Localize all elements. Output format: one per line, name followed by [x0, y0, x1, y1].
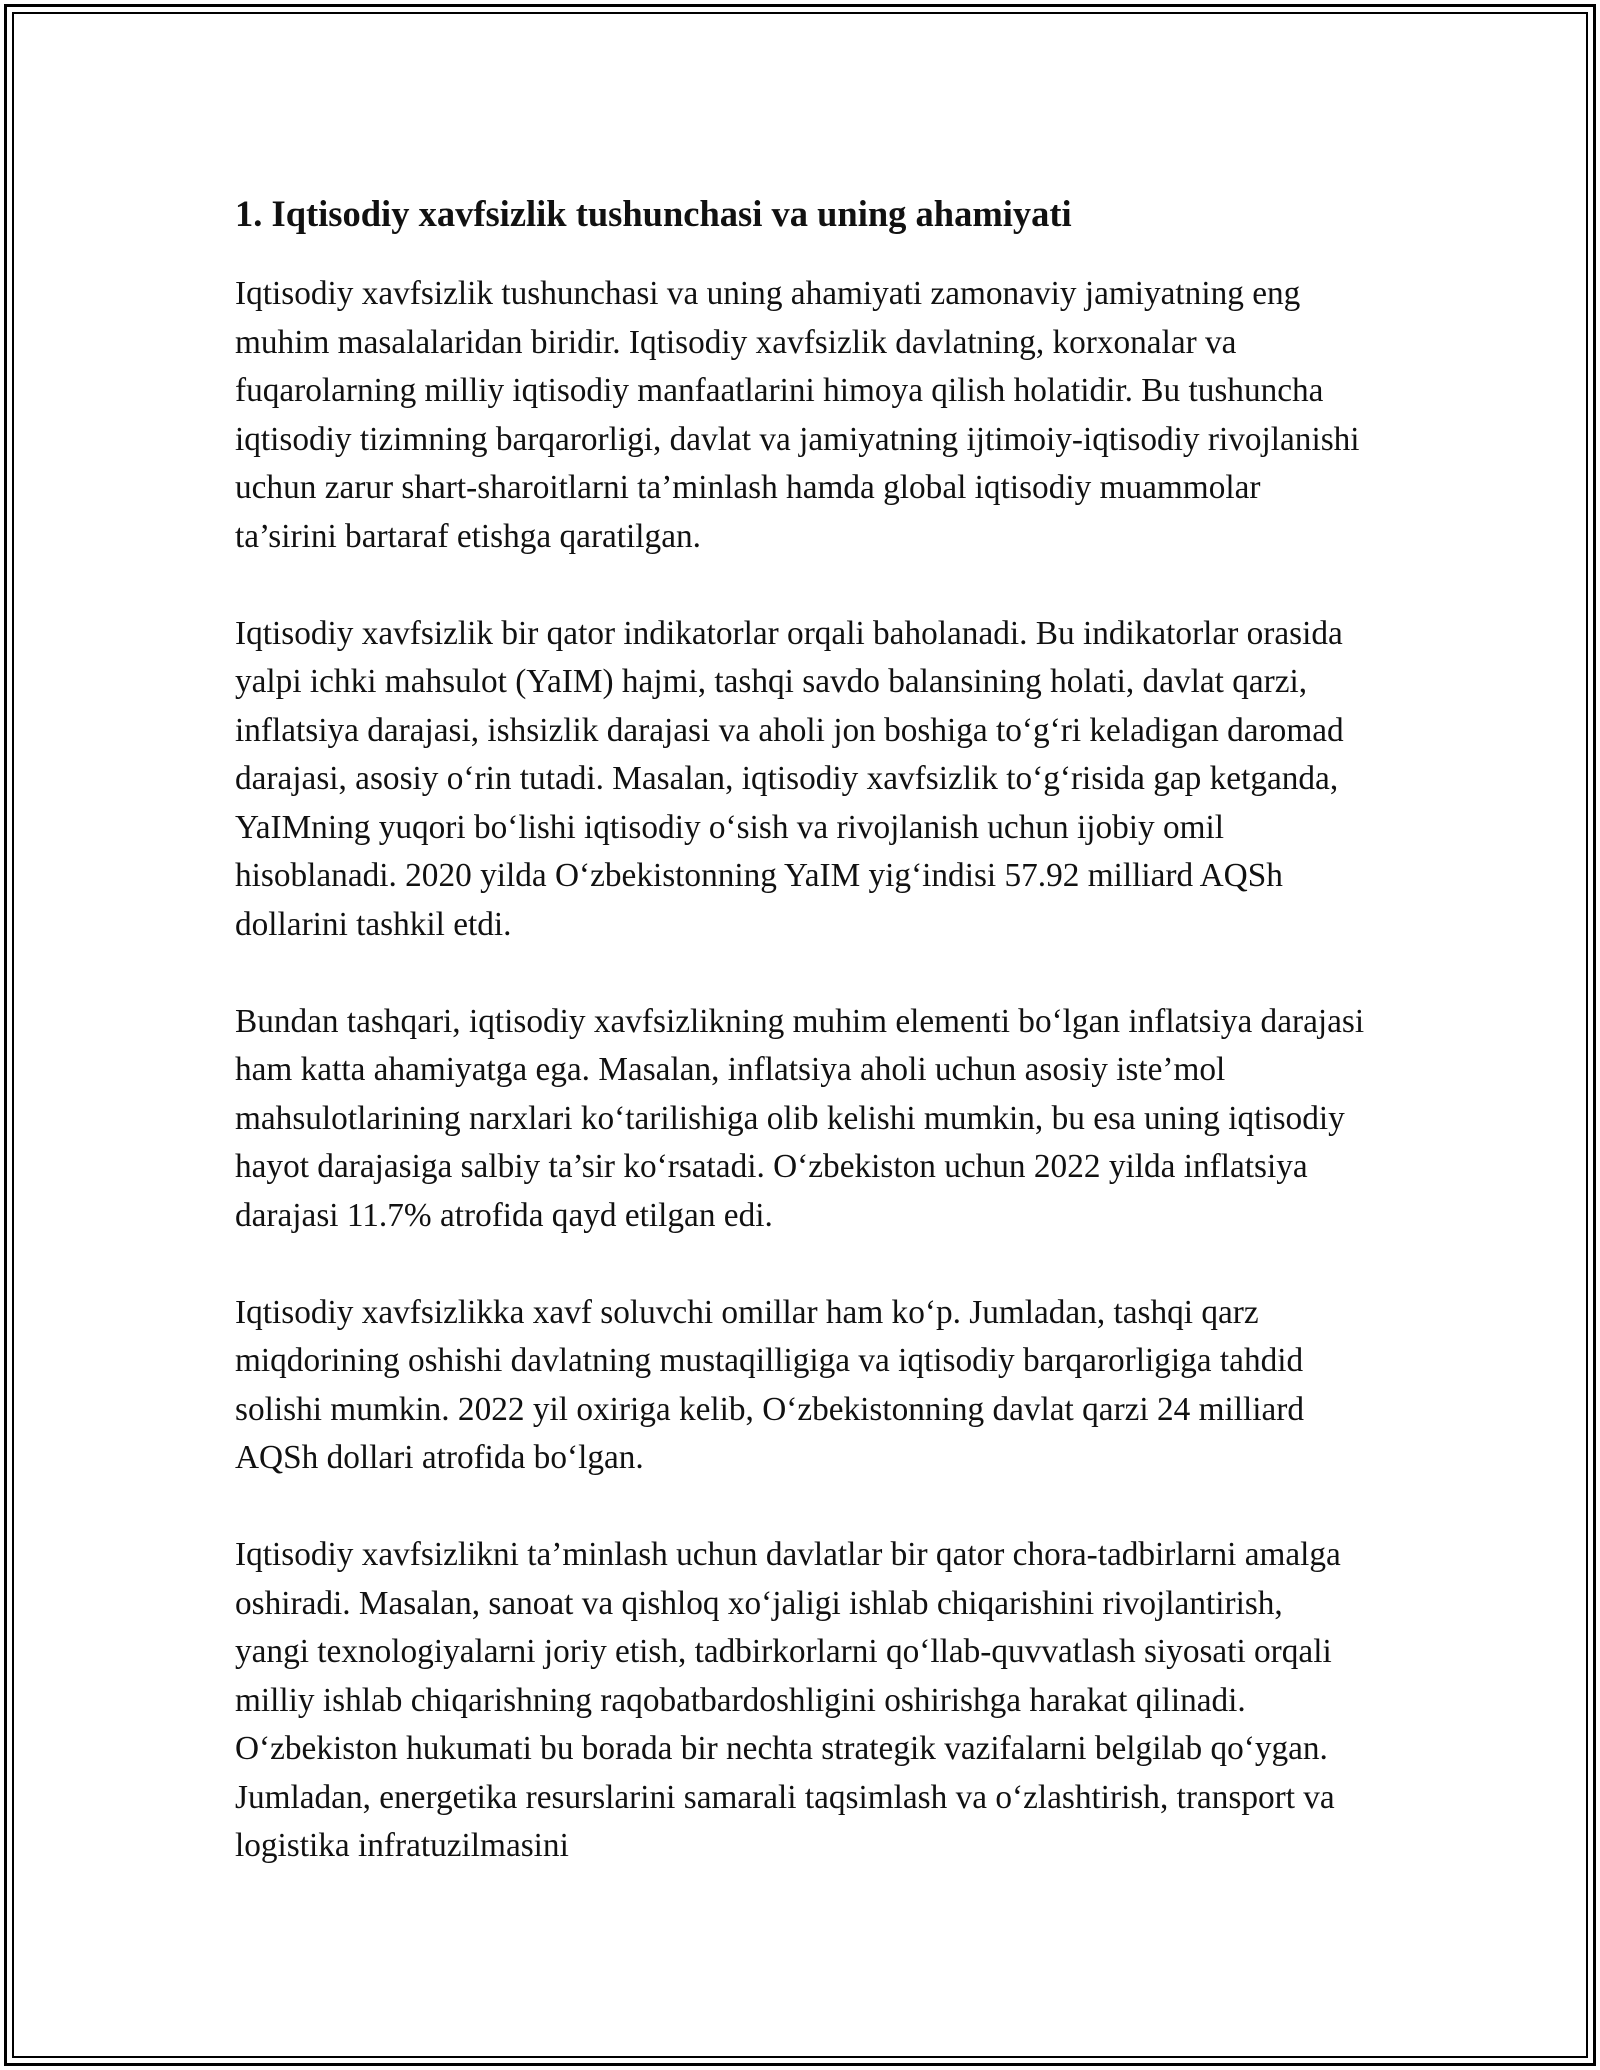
paragraph-2: Iqtisodiy xavfsizlik bir qator indikatorlar orqali baholanadi. Bu indikatorlar orasida yalpi ichki mahsulot (YaIM) hajmi, tashqi savdo balansining holati, davlat qarzi, inflatsiya darajasi, ishsizlik darajasi va aholi jon boshiga to‘g‘ri keladigan daromad darajasi, asosiy o‘rin tutadi. Masalan, iqtisodiy xavfsizlik to‘g‘risida gap ketganda, YaIMning yuqori bo‘lishi iqtisodiy o‘sish va rivojlanish uchun ijobiy omil hisoblanadi. 2020 yilda O‘zbekistonning YaIM yig‘indisi 57.92 milliard AQSh dollarini tashkil etdi.: [235, 614, 1344, 943]
section-heading: 1. Iqtisodiy xavfsizlik tushunchasi va uning ahamiyati: [235, 193, 1072, 234]
paragraph-1: Iqtisodiy xavfsizlik tushunchasi va uning ahamiyati zamonaviy jamiyatning eng muhim masalalaridan biridir. Iqtisodiy xavfsizlik davlatning, korxonalar va fuqarolarning milliy iqtisodiy manfaatlarini himoya qilish holatidir. Bu tushuncha iqtisodiy tizimning barqarorligi, davlat va jamiyatning ijtimoiy-iqtisodiy rivojlanishi uchun zarur shart-sharoitlarni ta’minlash hamda global iqtisodiy muammolar ta’sirini bartaraf etishga qaratilgan.: [235, 275, 1360, 555]
paragraph-3: Bundan tashqari, iqtisodiy xavfsizlikning muhim elementi bo‘lgan inflatsiya darajasi ham katta ahamiyatga ega. Masalan, inflatsiya aholi uchun asosiy iste’mol mahsulotlarining narxlari ko‘tarilishiga olib kelishi mumkin, bu esa uning iqtisodiy hayot darajasiga salbiy ta’sir ko‘rsatadi. O‘zbekiston uchun 2022 yilda inflatsiya darajasi 11.7% atrofida qayd etilgan edi.: [235, 1002, 1365, 1234]
document-content: [235, 180, 1365, 1871]
paragraph-5: Iqtisodiy xavfsizlikni ta’minlash uchun davlatlar bir qator chora-tadbirlarni amalga oshiradi. Masalan, sanoat va qishloq xo‘jaligi ishlab chiqarishini rivojlantirish, yangi texnologiyalarni joriy etish, tadbirkorlarni qo‘llab-quvvatlash siyosati orqali milliy ishlab chiqarishning raqobatbardoshligini oshirishga harakat qilinadi. O‘zbekiston hukumati bu borada bir nechta strategik vazifalarni belgilab qo‘ygan. Jumladan, energetika resurslarini samarali taqsimlash va o‘zlashtirish, transport va logistika infratuzilmasini: [235, 1536, 1341, 1864]
paragraph-4: Iqtisodiy xavfsizlikka xavf soluvchi omillar ham ko‘p. Jumladan, tashqi qarz miqdorining oshishi davlatning mustaqilligiga va iqtisodiy barqarorligiga tahdid solishi mumkin. 2022 yil oxiriga kelib, O‘zbekistonning davlat qarzi 24 milliard AQSh dollari atrofida bo‘lgan.: [235, 1293, 1305, 1476]
